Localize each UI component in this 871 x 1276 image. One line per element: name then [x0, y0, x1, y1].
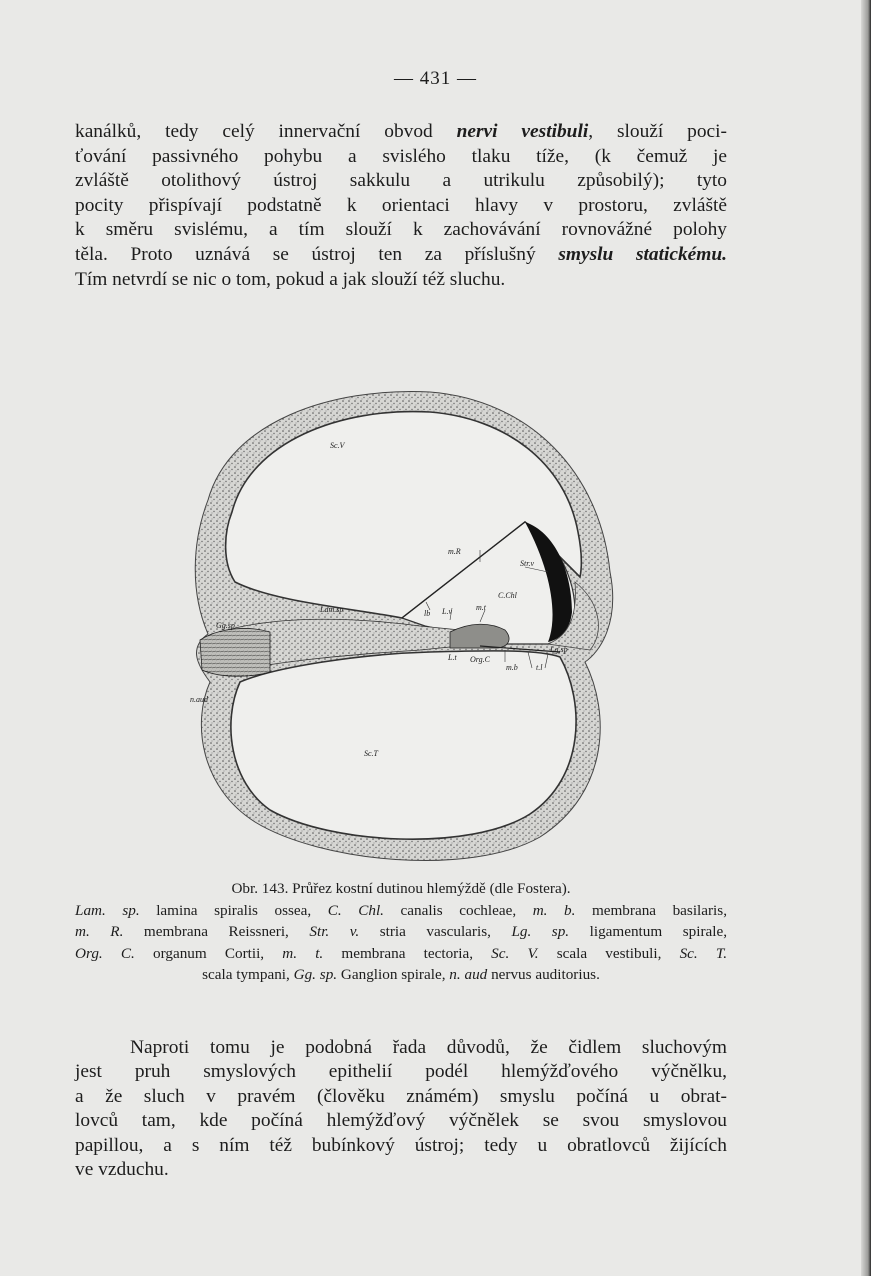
text-span: těla. Proto uznává se ústroj ten za příslušný: [75, 243, 559, 265]
text-line: pocity přispívají podstatně k orientaci hlavy v prostoru, zvláště: [75, 194, 727, 216]
bottom-paragraph: [75, 1036, 727, 1182]
term: Sc. T.: [679, 944, 727, 962]
emphasis-span: nervi vestibuli: [456, 121, 589, 142]
top-paragraph: [75, 120, 727, 292]
definition: canalis cochleae,: [383, 901, 533, 919]
label-org-c: Org.C: [470, 655, 490, 664]
term: Lam. sp.: [75, 901, 140, 919]
definition: membrana basilaris,: [575, 901, 727, 919]
definition: lamina spiralis ossea,: [139, 901, 328, 919]
text-line: Naproti tomu je podobná řada důvodů, že čidlem sluchovým: [130, 1037, 727, 1058]
definition: scala vestibuli,: [538, 944, 680, 962]
label-l-t: L.t: [448, 653, 457, 662]
caption-line: [75, 921, 727, 943]
label-gg-sp: Gg.sp: [216, 621, 235, 630]
text-line: k směru svislému, a tím slouží k zachovávání rovnovážné polohy: [75, 219, 727, 241]
label-l-v: L.v: [442, 607, 452, 616]
scala-tympani: [231, 651, 576, 839]
text-line: ve vzduchu.: [75, 1159, 169, 1181]
term: m. R.: [75, 923, 124, 941]
page-edge-shadow: [861, 0, 871, 1276]
term: Org. C.: [75, 944, 135, 962]
term: Lg. sp.: [511, 923, 570, 941]
definition: Ganglion spirale,: [337, 966, 450, 984]
label-lg-sp: Lg.sp: [550, 645, 568, 654]
label-m-b: m.b: [506, 663, 518, 672]
definition: ligamentum spirale,: [569, 923, 727, 941]
label-sc-t: Sc.T: [364, 749, 378, 758]
definition: membrana tectoria,: [323, 944, 492, 962]
text-line: [75, 243, 727, 268]
cochlea-cross-section-figure: [180, 382, 620, 862]
definition: membrana Reissneri,: [123, 923, 310, 941]
term: m. t.: [282, 944, 324, 962]
emphasis-span: smyslu statickému.: [558, 243, 727, 265]
label-m-t: m.t: [476, 603, 486, 612]
definition: scala tympani,: [202, 966, 294, 984]
definition: organum Cortii,: [134, 944, 283, 962]
caption-title: Obr. 143. Průřez kostní dutinou hlemýždě (dle Fostera).: [231, 880, 571, 897]
text-line: [75, 120, 727, 145]
term: Gg. sp.: [293, 966, 338, 984]
text-line: jest pruh smyslových epithelií podél hlemýžďového výčnělku,: [75, 1061, 727, 1083]
label-t-l: t.l: [536, 663, 543, 672]
ganglion-spirale: [200, 628, 270, 676]
term: m. b.: [532, 901, 576, 919]
term: Str. v.: [309, 923, 360, 941]
term: C. Chl.: [327, 901, 384, 919]
text-line: lovců tam, kde počíná hlemýžďový výčnělek se svou smyslovou: [75, 1110, 727, 1132]
definition: nervus auditorius.: [487, 966, 600, 984]
organum-cortii: [450, 624, 509, 648]
text-line: a že sluch v pravém (člověku známém) smyslu počíná u obrat-: [75, 1085, 727, 1107]
term: n. aud: [449, 966, 488, 984]
text-line: papillou, a s ním též bubínkový ústroj; tedy u obratlovců žijících: [75, 1134, 727, 1156]
text-span: kanálků, tedy celý innervační obvod: [75, 121, 457, 142]
label-str-v: Str.v: [520, 559, 534, 568]
label-n-aud: n.aud: [190, 695, 208, 704]
label-lb: lb: [424, 609, 431, 618]
label-sc-v: Sc.V: [330, 441, 345, 450]
text-line: ťování passivného pohybu a svislého tlaku tíže, (k čemuž je: [75, 145, 727, 167]
caption-line: [75, 900, 727, 922]
text-span: , slouží poci-: [588, 121, 727, 142]
figure-caption: [75, 878, 727, 986]
cochlea-drawing: [180, 382, 620, 862]
page-number: — 431 —: [394, 68, 477, 89]
label-m-r: m.R: [448, 547, 461, 556]
definition: stria vascularis,: [359, 923, 512, 941]
text-line: zvláště otolithový ústroj sakkulu a utrikulu způsobilý); tyto: [75, 170, 727, 192]
caption-line: [75, 943, 727, 965]
term: Sc. V.: [491, 944, 539, 962]
label-lam-sp: Lam.sp: [320, 605, 344, 614]
caption-line: [75, 964, 727, 986]
text-line: Tím netvrdí se nic o tom, pokud a jak slouží též sluchu.: [75, 268, 506, 290]
label-c-chl: C.Chl: [498, 591, 517, 600]
